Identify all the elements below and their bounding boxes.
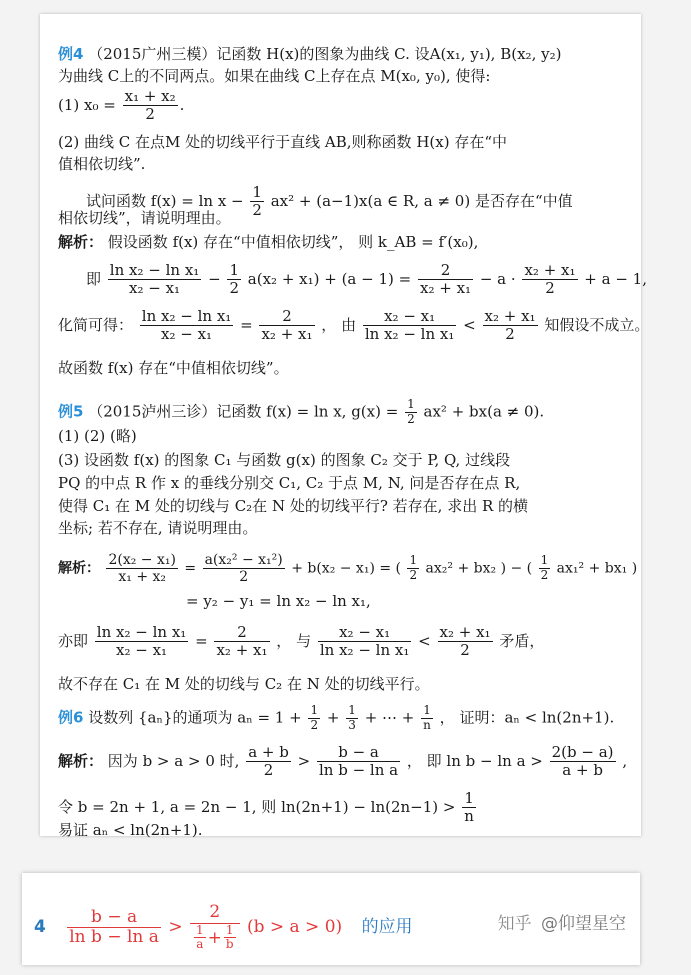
fraction-denominator: 2 (407, 411, 415, 426)
fraction-numerator: ln x₂ − ln x₁ (109, 261, 200, 279)
expression-text: ax₁² + bx₁ ) (556, 560, 638, 577)
expression-text: 知假设不成立。 (544, 315, 650, 334)
ex5-line6: 坐标; 若不存在, 请说明理由。 (58, 519, 258, 537)
fraction-denominator: x₂ − x₁ (116, 641, 168, 660)
fraction-numerator: 2 (190, 903, 240, 924)
fraction (483, 308, 538, 344)
fraction-denominator: ln x₂ − ln x₁ (319, 641, 410, 660)
operator: + (207, 927, 222, 948)
fraction-numerator: 1 (195, 922, 204, 937)
zhihu-logo: 知乎 (497, 914, 532, 934)
page-image (40, 14, 650, 839)
ex6-label: 例6 (58, 708, 84, 727)
ex6-line1 (58, 704, 614, 733)
fraction-numerator: x₁ + x₂ (124, 87, 176, 105)
fraction-numerator: 1 (252, 183, 262, 201)
fraction-numerator: ln x₂ − ln x₁ (96, 623, 187, 641)
fraction (214, 624, 269, 660)
ex4-solution-line2 (86, 262, 647, 298)
fraction (421, 704, 433, 733)
fraction-numerator: x₂ + x₁ (524, 261, 576, 279)
fraction-denominator: ln x₂ − ln x₁ (364, 325, 455, 344)
ex4-line3: (1) x₀ = $\frac{\text{x₁ + x₂}}{2}$ . (58, 87, 185, 124)
fraction (227, 262, 241, 298)
fraction-denominator: 3 (348, 717, 356, 732)
section-heading-text: 的应用 (361, 917, 413, 938)
ex6-solution-label: 解析： (58, 751, 104, 770)
fraction-numerator: 2(x₂ − x₁) (108, 552, 176, 568)
fraction-denominator: x₂ − x₁ (129, 279, 181, 298)
fraction-numerator: b − a (67, 908, 161, 929)
fraction-numerator: 1 (409, 553, 418, 568)
fraction-denominator: n (464, 807, 474, 826)
fraction (462, 790, 476, 826)
fraction-numerator: 1 (310, 703, 319, 717)
fraction-denominator: x₂ + x₁ (216, 641, 268, 660)
fraction (246, 744, 291, 780)
ex6-line1-text-b: ， 证明：aₙ < ln(2n+1). (439, 708, 615, 727)
ex4-line7: 相依切线”，请说明理由。 (58, 209, 231, 227)
fraction-numerator: a(x₂² − x₁²) (204, 552, 283, 568)
expression-text: − a · (479, 269, 516, 288)
expression-text: + a − 1, (584, 269, 647, 288)
operator: = (195, 631, 208, 650)
ex5-line1-text-b: ax² + bx(a ≠ 0). (423, 402, 545, 421)
fraction-denominator: a + b (562, 761, 603, 780)
ex4-line4: (2) 曲线 C 在点M 处的切线平行于直线 AB,则称函数 H(x) 存在“中 (58, 133, 507, 151)
operator: + (326, 708, 340, 727)
fraction-denominator: 2 (409, 568, 418, 583)
fraction (346, 704, 358, 733)
fraction (418, 262, 473, 298)
operator: > (297, 751, 311, 770)
fraction-denominator (190, 924, 240, 953)
operator: > (168, 917, 183, 938)
ex4-question-fraction (250, 184, 264, 220)
fraction (407, 554, 419, 583)
fraction (190, 903, 240, 952)
fraction-denominator: 2 (460, 641, 470, 660)
ex4-line5: 值相依切线”. (58, 155, 146, 173)
operator: < (463, 315, 476, 334)
expression-text: ， 与 (276, 631, 312, 650)
ex4-s2-prefix: 即 (86, 269, 102, 288)
expression-text: + ⋯ + (364, 708, 415, 727)
ex6-line1-text-a: 设数列 {aₙ}的通项为 aₙ = 1 + (88, 708, 302, 727)
fraction (203, 552, 285, 585)
fraction-denominator: 2 (545, 279, 555, 298)
ex5-line5: 使得 C₁ 在 M 处的切线与 C₂在 N 处的切线平行? 若存在, 求出 R 的横 (58, 497, 529, 515)
fraction-denominator: 2 (263, 761, 274, 780)
fraction-denominator: ln b − ln a (69, 927, 159, 948)
expression-text: a(x₂ + x₁) + (a − 1) = (247, 269, 412, 288)
expression-text: 矛盾， (499, 631, 545, 650)
fraction-denominator: 2 (145, 105, 155, 124)
fraction-numerator: b − a (317, 744, 400, 762)
operator: = (184, 560, 197, 577)
ex5-label: 例5 (58, 402, 84, 421)
fraction (318, 624, 412, 660)
fraction-denominator: x₂ + x₁ (420, 279, 472, 298)
ex4-question-text-b: ax² + (a−1)x(a ∈ R, a ≠ 0) 是否存在“中值 (270, 191, 573, 210)
expression-text: ， 即 ln b − ln a > (406, 751, 543, 770)
ex6-solution-line1 (58, 744, 627, 780)
fraction-denominator: x₂ − x₁ (161, 325, 213, 344)
fraction-numerator: 2(b − a) (551, 743, 614, 761)
fraction (140, 308, 234, 344)
fraction (308, 704, 320, 733)
fraction-numerator: 1 (462, 790, 476, 808)
fraction-numerator: x₂ − x₁ (363, 308, 457, 326)
ex4-solution-line4: 故函数 f(x) 存在“中值相依切线”。 (58, 359, 289, 377)
section-heading-card (22, 873, 640, 965)
ex4-solution-text: 假设函数 f(x) 存在“中值相依切线”， 则 k_AB = f′(x₀), (107, 233, 479, 251)
fraction (106, 552, 177, 585)
operator: = (240, 315, 253, 334)
fraction (405, 398, 417, 427)
ex4-line1-text: （2015广州三模）记函数 H(x)的图象为曲线 C. 设A(x₁, y₁), B(x₂, y₂) (88, 45, 562, 63)
ex5-s3-prefix: 亦即 (58, 631, 89, 650)
fraction-numerator: a + b (248, 743, 289, 761)
ex5-line3: (3) 设函数 f(x) 的图象 C₁ 与函数 g(x) 的图象 C₂ 交于 P, Q, 过线段 (58, 451, 511, 469)
fraction-numerator: 2 (259, 308, 314, 326)
ex4-solution-line1 (58, 232, 478, 252)
fraction-denominator: 2 (505, 325, 515, 344)
expression-text: + b(x₂ − x₁) = ( (291, 560, 401, 577)
fraction (259, 308, 314, 344)
ex4-cond1-text: (1) x₀ = (58, 95, 116, 114)
ex5-solution-line3 (58, 624, 544, 660)
fraction-numerator: ln x₂ − ln x₁ (141, 307, 232, 325)
ex4-question-text-a: 试问函数 f(x) = ln x − (86, 191, 244, 210)
fraction-denominator: ln b − ln a (318, 761, 399, 780)
section-number: 4 (34, 917, 46, 938)
fraction (317, 744, 400, 780)
fraction (67, 908, 161, 948)
ex5-line4: PQ 的中点 R 作 x 的垂线分别交 C₁, C₂ 于点 M, N, 问是否存在点 R, (58, 474, 521, 492)
fraction-numerator: 1 (348, 703, 356, 717)
ex5-line1-text-a: （2015泸州三诊）记函数 f(x) = ln x, g(x) = (88, 402, 399, 421)
fraction-denominator: 2 (252, 201, 262, 220)
fraction-denominator: x₁ + x₂ (118, 569, 167, 586)
fraction (438, 624, 493, 660)
fraction-numerator: x₂ − x₁ (318, 624, 412, 642)
ex5-solution-line1 (58, 552, 637, 585)
fraction-denominator: 2 (540, 568, 549, 583)
fraction-denominator: 2 (310, 717, 319, 732)
section-heading (34, 903, 413, 952)
condition-text: (b > a > 0) (246, 917, 343, 938)
fraction (108, 262, 202, 298)
fraction-numerator: 2 (418, 262, 473, 280)
watermark (498, 909, 626, 934)
ex5-solution-line2: = y₂ − y₁ = ln x₂ − ln x₁, (186, 592, 371, 610)
expression-text: ， 由 (321, 315, 357, 334)
ex5-line1 (58, 398, 544, 427)
fraction (95, 624, 189, 660)
ex4-solution-label: 解析： (58, 233, 104, 251)
watermark-handle: @仰望星空 (541, 914, 626, 934)
fraction (522, 262, 577, 298)
operator: − (208, 269, 221, 288)
ex4-label: 例4 (58, 45, 84, 63)
fraction (194, 924, 206, 953)
ex5-solution-label: 解析： (58, 560, 100, 577)
expression-text: ax₂² + bx₂ ) − ( (425, 560, 533, 577)
fraction-denominator: x₂ + x₁ (261, 325, 313, 344)
fraction-denominator: b (225, 937, 234, 952)
operator: < (418, 631, 431, 650)
expression-text: , (622, 751, 628, 770)
fraction-numerator: 1 (421, 704, 433, 719)
ex4-s3-prefix: 化简可得： (58, 315, 134, 334)
ex4-cond1-fraction (123, 88, 178, 124)
fraction-denominator: a (196, 937, 204, 952)
expression-text: 因为 b > a > 0 时, (107, 751, 240, 770)
ex5-solution-line4: 故不存在 C₁ 在 M 处的切线与 C₂ 在 N 处的切线平行。 (58, 675, 430, 693)
fraction-numerator: 1 (540, 553, 549, 568)
fraction-denominator: 2 (239, 569, 249, 586)
fraction (224, 924, 236, 953)
fraction-numerator: 2 (214, 624, 269, 642)
fraction-numerator: 1 (407, 397, 415, 411)
fraction (363, 308, 457, 344)
ex6-solution-line3: 易证 aₙ < ln(2n+1). (58, 821, 203, 839)
fraction-numerator: 1 (224, 924, 236, 939)
ex4-line2: 为曲线 C上的不同两点。如果在曲线 C上存在点 M(x₀, y₀), 使得: (58, 67, 491, 85)
expression-text: 令 b = 2n + 1, a = 2n − 1, 则 ln(2n+1) − ln(2n−1) > (58, 797, 456, 816)
fraction-denominator: 2 (229, 279, 239, 298)
fraction (550, 744, 616, 780)
fraction-numerator: x₂ + x₁ (439, 623, 491, 641)
fraction-numerator: 1 (229, 261, 239, 279)
ex5-line2: (1) (2) (略) (58, 427, 137, 445)
ex4-solution-line3 (58, 308, 649, 344)
fraction (539, 554, 551, 583)
fraction-numerator: x₂ + x₁ (484, 307, 536, 325)
ex4-line1 (58, 44, 561, 64)
fraction-denominator: n (423, 717, 431, 732)
